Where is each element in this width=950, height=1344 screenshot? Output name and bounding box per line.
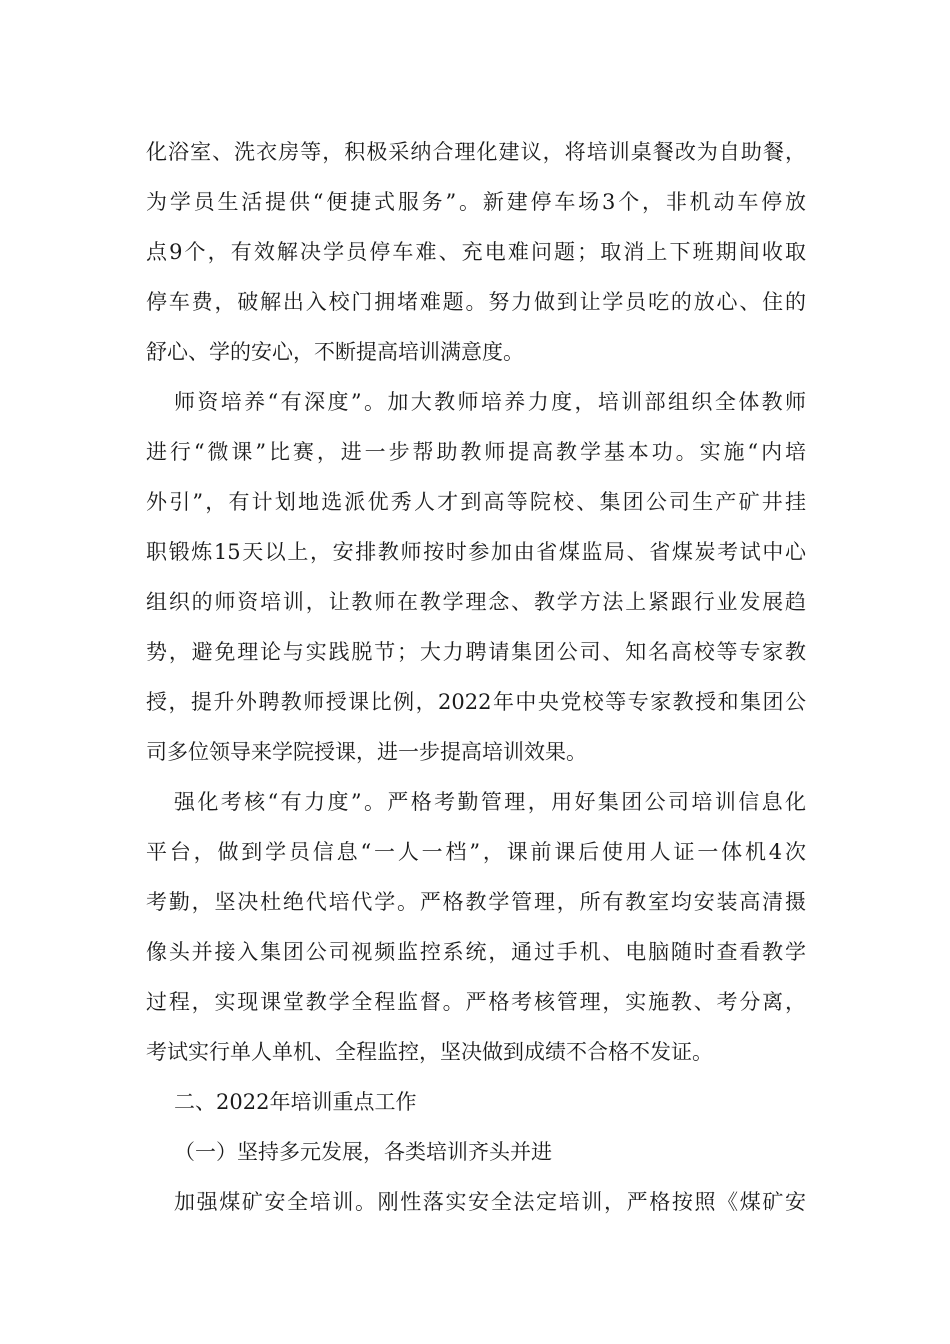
text-line: 势，避免理论与实践脱节；大力聘请集团公司、知名高校等专家教 <box>146 640 806 664</box>
text-line: 司多位领导来学院授课，进一步提高培训效果。 <box>146 740 587 764</box>
text-line: 过程，实现课堂教学全程监督。严格考核管理，实施教、考分离， <box>146 990 806 1014</box>
section-heading: 二、2022年培训重点工作 <box>174 1090 417 1114</box>
text-line: 点9个，有效解决学员停车难、充电难问题；取消上下班期间收取 <box>146 240 806 264</box>
text-line: 外引”，有计划地选派优秀人才到高等院校、集团公司生产矿井挂 <box>146 490 806 514</box>
text-line: 考试实行单人单机、全程监控，坚决做到成绩不合格不发证。 <box>146 1040 713 1064</box>
text-line: 进行“微课”比赛，进一步帮助教师提高教学基本功。实施“内培 <box>146 440 806 464</box>
text-line: 舒心、学的安心，不断提高培训满意度。 <box>146 340 524 364</box>
text-line: 平台，做到学员信息“一人一档”，课前课后使用人证一体机4次 <box>146 840 806 864</box>
text-line: 强化考核“有力度”。严格考勤管理，用好集团公司培训信息化 <box>174 790 806 814</box>
text-line-final: 加强煤矿安全培训。刚性落实安全法定培训，严格按照《煤矿安 <box>174 1190 806 1214</box>
text-line: 授，提升外聘教师授课比例，2022年中央党校等专家教授和集团公 <box>146 690 806 714</box>
subsection-heading: （一）坚持多元发展，各类培训齐头并进 <box>174 1140 552 1164</box>
paragraph-teachers <box>146 377 806 777</box>
text-line: 像头并接入集团公司视频监控系统，通过手机、电脑随时查看教学 <box>146 940 806 964</box>
text-line: 师资培养“有深度”。加大教师培养力度，培训部组织全体教师 <box>174 390 806 414</box>
text-line: 停车费，破解出入校门拥堵难题。努力做到让学员吃的放心、住的 <box>146 290 806 314</box>
document-body <box>146 127 806 1227</box>
text-line: 职锻炼15天以上，安排教师按时参加由省煤监局、省煤炭考试中心 <box>146 540 806 564</box>
paragraph-assessment <box>146 777 806 1077</box>
paragraph-canteen <box>146 127 806 377</box>
text-line: 组织的师资培训，让教师在教学理念、教学方法上紧跟行业发展趋 <box>146 590 806 614</box>
text-line: 化浴室、洗衣房等，积极采纳合理化建议，将培训桌餐改为自助餐， <box>146 140 806 164</box>
text-line: 考勤，坚决杜绝代培代学。严格教学管理，所有教室均安装高清摄 <box>146 890 806 914</box>
text-line: 为学员生活提供“便捷式服务”。新建停车场3个，非机动车停放 <box>146 190 806 214</box>
